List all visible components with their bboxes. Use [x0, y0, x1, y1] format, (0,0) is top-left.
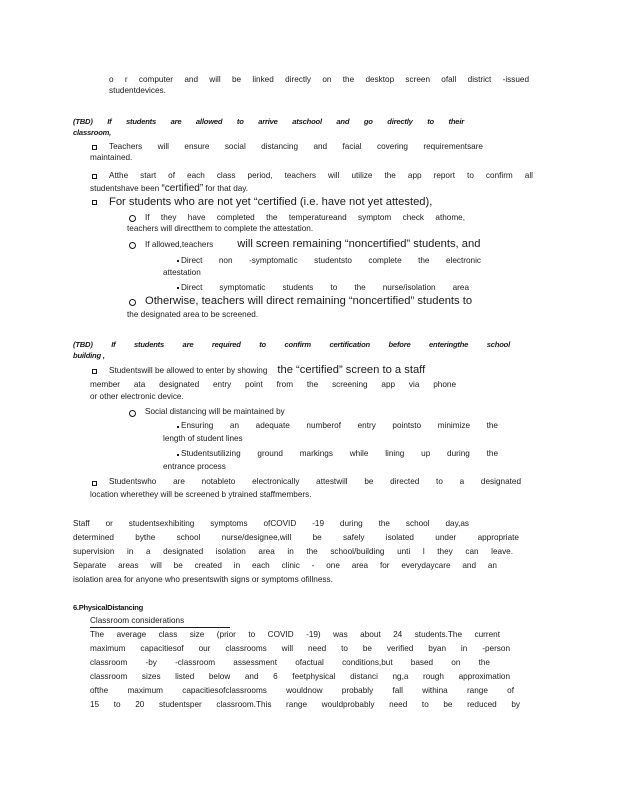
square-bullet-icon	[92, 369, 97, 374]
square-bullet-icon	[92, 481, 97, 486]
bullet-text: Direct non -symptomatic studentsto complete the electronic	[181, 256, 481, 265]
paragraph-line: Staff or studentsexhibiting symptoms ofCOVID -19 during the school day,as	[73, 519, 469, 528]
bullet-text: For students who are not yet “certified (i.e. have not yet attested),	[109, 196, 433, 208]
paragraph-line: Separate areas will be created in each clinic - one area for everydaycare and an	[73, 561, 497, 570]
section-heading: classroom,	[73, 128, 112, 137]
dash-bullet-icon	[177, 426, 179, 428]
circle-bullet-icon	[129, 242, 136, 249]
paragraph-line: studentdevices.	[109, 86, 166, 95]
bullet-text: length of student lines	[163, 434, 243, 443]
bullet-text: If allowed,teachers will screen remaining “noncertified” students, and	[145, 238, 481, 250]
section-heading: 6.PhysicalDistancing	[73, 603, 143, 612]
bullet-text: Studentsutilizing ground markings while lining up during the	[181, 449, 498, 458]
paragraph-line: o r computer and will be linked directly on the desktop screen ofall district -issued	[109, 75, 529, 84]
bullet-text: the designated area to be screened.	[127, 310, 259, 319]
section-heading: (TBD) If students are allowed to arrive atschool and go directly to their	[73, 117, 464, 126]
subsection-heading: Classroom considerations	[90, 616, 185, 625]
paragraph-line: supervision in a designated isolation area in the school/building unti l they can leave.	[73, 547, 513, 556]
paragraph-line: determined bythe school nurse/designee,will be safely isolated under appropriate	[73, 533, 519, 542]
square-bullet-icon	[92, 200, 97, 205]
bullet-text: studentshave been “certified” for that day.	[90, 183, 249, 194]
bullet-text: attestation	[163, 268, 201, 277]
paragraph-line: isolation area for anyone who presentswith signs or symptoms ofillness.	[73, 575, 333, 584]
bullet-text: Social distancing will be maintained by	[145, 407, 285, 416]
circle-bullet-icon	[129, 299, 136, 306]
bullet-text: member ata designated entry point from the screening app via phone	[90, 380, 456, 389]
section-heading: (TBD) If students are required to confirm certification before enteringthe school	[73, 340, 510, 349]
dash-bullet-icon	[177, 260, 179, 262]
bullet-text: teachers will directthem to complete the attestation.	[127, 224, 314, 233]
bullet-text: Otherwise, teachers will direct remaining “noncertified” students to	[145, 295, 473, 307]
paragraph-line: maximum capacitiesof our classrooms will need to be verified byan in -person	[90, 644, 510, 653]
bullet-text: If they have completed the temperatureand symptom check athome,	[145, 213, 465, 222]
bullet-text: location wherethey will be screened b ytrained staffmembers.	[90, 490, 312, 499]
circle-bullet-icon	[129, 410, 136, 417]
square-bullet-icon	[92, 174, 97, 179]
bullet-text: Ensuring an adequate numberof entry pointsto minimize the	[181, 421, 498, 430]
bullet-text: entrance process	[163, 462, 226, 471]
section-heading: building ,	[73, 351, 105, 360]
dash-bullet-icon	[177, 454, 179, 456]
paragraph-line: The average class size (prior to COVID -19) was about 24 students.The current	[90, 630, 500, 639]
bullet-text: Atthe start of each class period, teachers will utilize the app report to confirm all	[109, 171, 533, 180]
paragraph-line: classroom sizes listed below and 6 feetphysical distanci ng,a rough approximation	[90, 672, 510, 681]
bullet-text: Studentswill be allowed to enter by showing the “certified” screen to a staff	[109, 364, 426, 376]
bullet-text: Direct symptomatic students to the nurse/isolation area	[181, 283, 469, 292]
paragraph-line: 15 to 20 studentsper classroom.This range wouldprobably need to be reduced by	[90, 700, 520, 709]
circle-bullet-icon	[129, 215, 136, 222]
paragraph-line: ofthe maximum capacitiesofclassrooms wouldnow probably fall withina range of	[90, 686, 514, 695]
paragraph-line: classroom -by -classroom assessment ofactual conditions,but based on the	[90, 658, 490, 667]
heading-underline	[90, 627, 230, 628]
dash-bullet-icon	[177, 287, 179, 289]
bullet-text: Studentswho are notableto electronically attestwill be directed to a designated	[109, 477, 521, 486]
bullet-text: or other electronic device.	[90, 392, 184, 401]
bullet-text: maintained.	[90, 153, 133, 162]
square-bullet-icon	[92, 145, 97, 150]
bullet-text: Teachers will ensure social distancing and facial covering requirementsare	[109, 142, 483, 151]
